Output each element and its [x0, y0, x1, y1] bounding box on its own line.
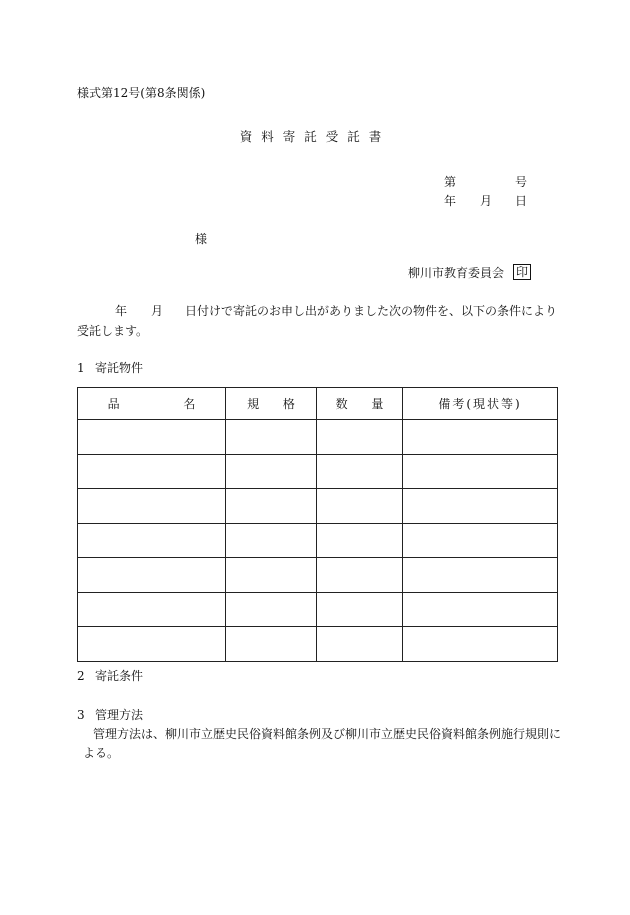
table-cell[interactable] — [403, 420, 558, 455]
table-cell[interactable] — [403, 489, 558, 524]
header-remarks: 備考(現状等) — [403, 388, 558, 420]
table-cell[interactable] — [226, 558, 317, 593]
table-cell[interactable] — [317, 558, 403, 593]
table-cell[interactable] — [226, 489, 317, 524]
table-cell[interactable] — [78, 420, 226, 455]
table-cell[interactable] — [317, 627, 403, 662]
body-year-label: 年 — [115, 304, 128, 318]
table-cell[interactable] — [226, 454, 317, 489]
section-2-number: 2 — [77, 669, 85, 683]
table-cell[interactable] — [317, 523, 403, 558]
table-row — [78, 592, 558, 627]
deposit-items-table — [77, 387, 558, 662]
table-cell[interactable] — [78, 523, 226, 558]
table-cell[interactable] — [403, 592, 558, 627]
document-title: 資料寄託受託書 — [239, 129, 391, 144]
table-cell[interactable] — [226, 627, 317, 662]
table-cell[interactable] — [226, 592, 317, 627]
table-cell[interactable] — [78, 592, 226, 627]
table-cell[interactable] — [78, 558, 226, 593]
table-row — [78, 420, 558, 455]
section-1-label: 寄託物件 — [95, 361, 144, 375]
seal-mark: 印 — [513, 264, 531, 280]
table-cell[interactable] — [403, 454, 558, 489]
table-cell[interactable] — [317, 420, 403, 455]
table-cell[interactable] — [317, 489, 403, 524]
table-cell[interactable] — [403, 523, 558, 558]
table-row — [78, 627, 558, 662]
table-cell[interactable] — [317, 592, 403, 627]
header-spec: 規 格 — [226, 388, 317, 420]
table-cell[interactable] — [78, 454, 226, 489]
section-3-heading — [77, 709, 143, 721]
number-prefix: 第 — [444, 175, 457, 189]
section-3-text-line1: 管理方法は、柳川市立歴史民俗資料館条例及び柳川市立歴史民俗資料館条例施行規則に — [93, 727, 562, 741]
date-day-label: 日 — [515, 194, 528, 208]
table-row — [78, 523, 558, 558]
table-cell[interactable] — [226, 523, 317, 558]
table-row — [78, 454, 558, 489]
header-item-name: 品 名 — [78, 388, 226, 420]
body-text-line2: 受託します。 — [77, 324, 149, 338]
body-month-label: 月 — [151, 304, 164, 318]
form-number: 様式第12号(第8条関係) — [77, 86, 206, 100]
table-cell[interactable] — [317, 454, 403, 489]
section-2-label: 寄託条件 — [95, 669, 144, 683]
table-cell[interactable] — [78, 489, 226, 524]
section-2-heading — [77, 670, 143, 682]
body-text-line1: 日付けで寄託のお申し出がありました次の物件を、以下の条件により — [185, 304, 558, 318]
section-1-number: 1 — [77, 361, 85, 375]
date-month-label: 月 — [480, 194, 493, 208]
section-1-heading — [77, 362, 143, 374]
table-row — [78, 558, 558, 593]
section-3-text-line2: よる。 — [83, 746, 120, 760]
table-header-row — [78, 388, 558, 420]
addressee-suffix: 様 — [195, 232, 208, 246]
date-year-label: 年 — [444, 194, 457, 208]
table-cell[interactable] — [226, 420, 317, 455]
table-cell[interactable] — [78, 627, 226, 662]
table-row — [78, 489, 558, 524]
section-3-label: 管理方法 — [95, 708, 144, 722]
header-quantity: 数 量 — [317, 388, 403, 420]
section-3-number: 3 — [77, 708, 85, 722]
table-cell[interactable] — [403, 558, 558, 593]
table-cell[interactable] — [403, 627, 558, 662]
issuer-name: 柳川市教育委員会 — [408, 266, 505, 280]
number-suffix: 号 — [515, 175, 528, 189]
